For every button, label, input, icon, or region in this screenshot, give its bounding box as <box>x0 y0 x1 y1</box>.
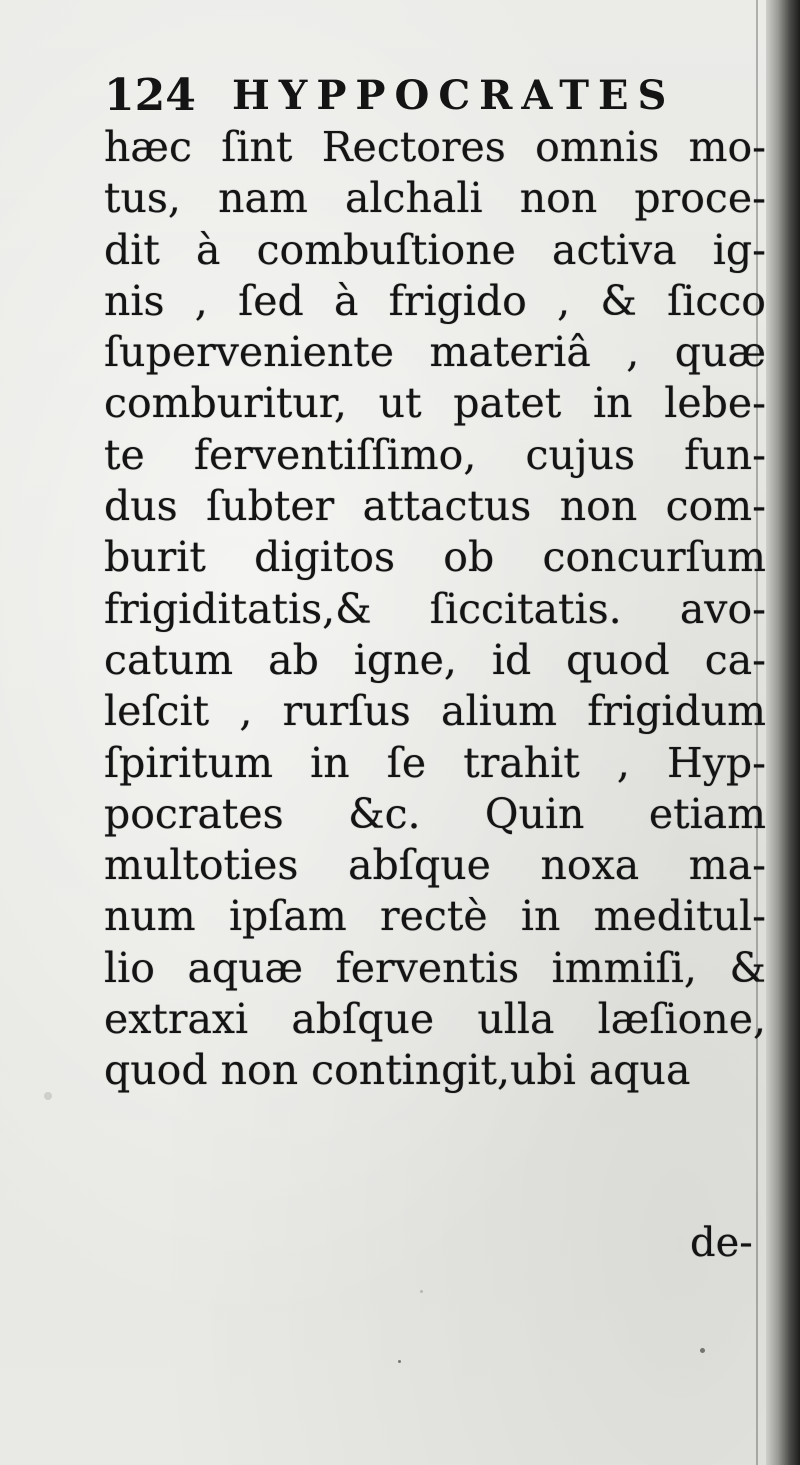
text-line: ſpiritum in ſe trahit , Hyp- <box>104 738 766 787</box>
page-edge-shadow <box>766 0 800 1465</box>
page-number: 124 <box>104 70 196 121</box>
text-line: extraxi abſque ulla læſione, <box>104 995 766 1044</box>
running-head: HYPPOCRATES <box>232 72 676 119</box>
text-line: pocrates &c. Quin etiam <box>104 789 766 838</box>
text-line: burit digitos ob concurſum <box>104 533 766 582</box>
text-line: leſcit , rurſus alium frigidum <box>104 687 766 736</box>
text-line: lio aquæ ferventis immiſi, & <box>104 943 766 992</box>
text-line: quod non contingit,ubi aqua <box>104 1046 691 1095</box>
text-line: hæc ſint Rectores omnis mo- <box>104 123 766 171</box>
paper-speck <box>44 1092 52 1100</box>
paper-speck <box>700 1348 705 1353</box>
paper-speck <box>420 1290 423 1293</box>
page-header <box>104 66 676 126</box>
text-line: catum ab igne, id quod ca- <box>104 635 766 684</box>
text-line: multoties abſque noxa ma- <box>104 841 766 890</box>
text-line: frigiditatis,& ſiccitatis. avo- <box>104 584 766 633</box>
text-line: ſuperveniente materiâ , quæ <box>104 328 766 377</box>
body-text <box>104 122 766 1097</box>
text-line: tus, nam alchali non proce- <box>104 174 766 223</box>
paper-speck <box>398 1360 401 1363</box>
text-line: nis , ſed à frigido , & ſicco <box>104 276 766 325</box>
catchword: de- <box>690 1220 753 1266</box>
text-line: comburitur, ut patet in lebe- <box>104 379 766 428</box>
text-line: dus ſubter attactus non com- <box>104 482 766 531</box>
text-line: te ferventiſſimo, cujus fun- <box>104 430 766 479</box>
text-line: dit à combuſtione activa ig- <box>104 225 766 274</box>
text-line: num ipſam rectè in meditul- <box>104 892 766 941</box>
